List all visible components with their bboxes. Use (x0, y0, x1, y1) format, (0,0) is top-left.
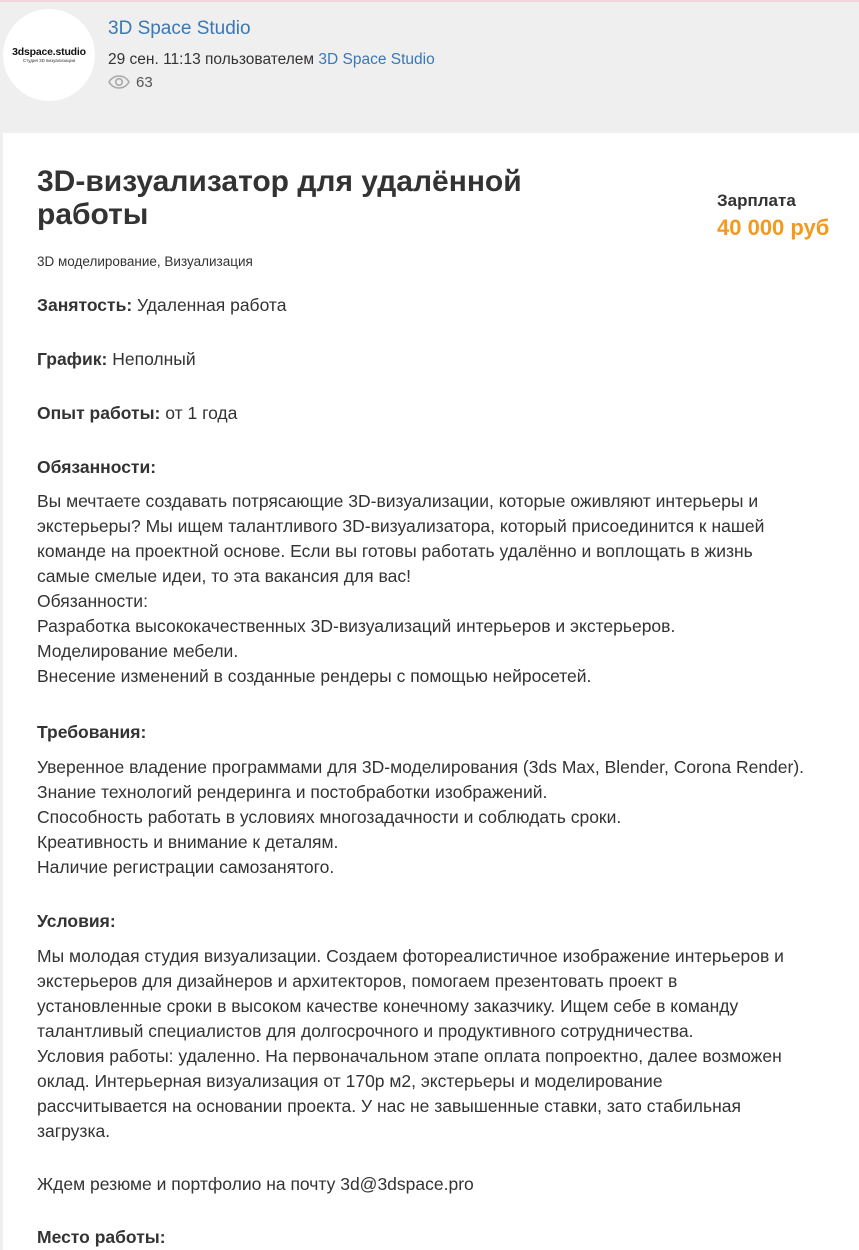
schedule-label: График: (37, 349, 108, 369)
requirements-line: Креативность и внимание к деталям. (37, 832, 339, 852)
duties-line: Внесение изменений в созданные рендеры с помощью нейросетей. (37, 666, 592, 686)
experience-field (37, 403, 237, 424)
views-counter (108, 72, 153, 92)
requirements-text (37, 755, 837, 880)
vacancy-title: 3D-визуализатор для удалённой работы (37, 165, 522, 231)
conditions-line: Мы молодая студия визуализации. Создаем фотореалистичное изображение интерьеров и (37, 946, 784, 966)
duties-line: Моделирование мебели. (37, 641, 239, 661)
requirements-line: Уверенное владение программами для 3D-моделирования (3ds Max, Blender, Corona Render). (37, 757, 805, 777)
experience-label: Опыт работы: (37, 403, 161, 423)
views-count: 63 (136, 73, 153, 91)
vacancy-card (3, 133, 859, 1250)
conditions-line: загрузка. (37, 1121, 111, 1141)
experience-value: от 1 года (165, 403, 238, 423)
requirements-line: Способность работать в условиях многозадачности и соблюдать сроки. (37, 807, 622, 827)
duties-line: Обязанности: (37, 591, 148, 611)
employment-label: Занятость: (37, 295, 133, 315)
conditions-line: Условия работы: удаленно. На первоначальном этапе оплата попроектно, далее возможен (37, 1046, 782, 1066)
schedule-value: Неполный (112, 349, 196, 369)
duties-line: команде на проектной основе. Если вы готовы работать удалённо и воплощать в жизнь (37, 541, 753, 561)
duties-line: Вы мечтаете создавать потрясающие 3D-визуализации, которые оживляют интерьеры и (37, 491, 759, 511)
post-date: 29 сен. 11:13 пользователем (108, 51, 315, 68)
conditions-text (37, 944, 837, 1144)
conditions-line: талантливый специалистов для долгосрочного и продуктивного сотрудничества. (37, 1021, 694, 1041)
studio-name-link[interactable]: 3D Space Studio (108, 18, 251, 39)
contact-line: Ждем резюме и портфолио на почту 3d@3dspace.pro (37, 1174, 474, 1194)
avatar-subtitle: Студия 3D визуализации (22, 57, 76, 63)
conditions-line: оклад. Интерьерная визуализация от 170р м2, экстерьеры и моделирование (37, 1071, 663, 1091)
avatar-logo: 3dspace.studio (12, 45, 86, 58)
duties-line: самые смелые идеи, то эта вакансия для вас! (37, 566, 411, 586)
duties-title: Обязанности: (37, 457, 157, 477)
conditions-title: Условия: (37, 911, 116, 931)
post-meta (108, 51, 435, 69)
conditions-line: экстерьеров для дизайнеров и архитекторов, помогаем презентовать проект в (37, 971, 678, 991)
author-link[interactable]: 3D Space Studio (318, 51, 435, 68)
location-title: Место работы: (37, 1227, 166, 1247)
requirements-title: Требования: (37, 722, 147, 742)
requirements-line: Знание технологий рендеринга и постобработки изображений. (37, 782, 548, 802)
employment-field (37, 295, 286, 316)
salary-label: Зарплата (717, 191, 796, 210)
requirements-line: Наличие регистрации самозанятого. (37, 857, 335, 877)
vacancy-tags: 3D моделирование, Визуализация (37, 254, 253, 269)
conditions-line: рассчитывается на основании проекта. У нас не завышенные ставки, зато стабильная (37, 1096, 741, 1116)
duties-line: экстерьеры? Мы ищем талантливого 3D-визуализатора, который присоединится к нашей (37, 516, 765, 536)
conditions-line: установленные сроки в высоком качестве конечному заказчику. Ищем себе в команду (37, 996, 739, 1016)
eye-icon (108, 75, 130, 89)
salary-value: 40 000 руб (717, 215, 830, 240)
duties-text (37, 489, 837, 689)
post-header (0, 0, 859, 133)
employment-value: Удаленная работа (137, 295, 287, 315)
schedule-field (37, 349, 196, 370)
studio-avatar[interactable] (3, 9, 95, 101)
duties-line: Разработка высококачественных 3D-визуализаций интерьеров и экстерьеров. (37, 616, 676, 636)
